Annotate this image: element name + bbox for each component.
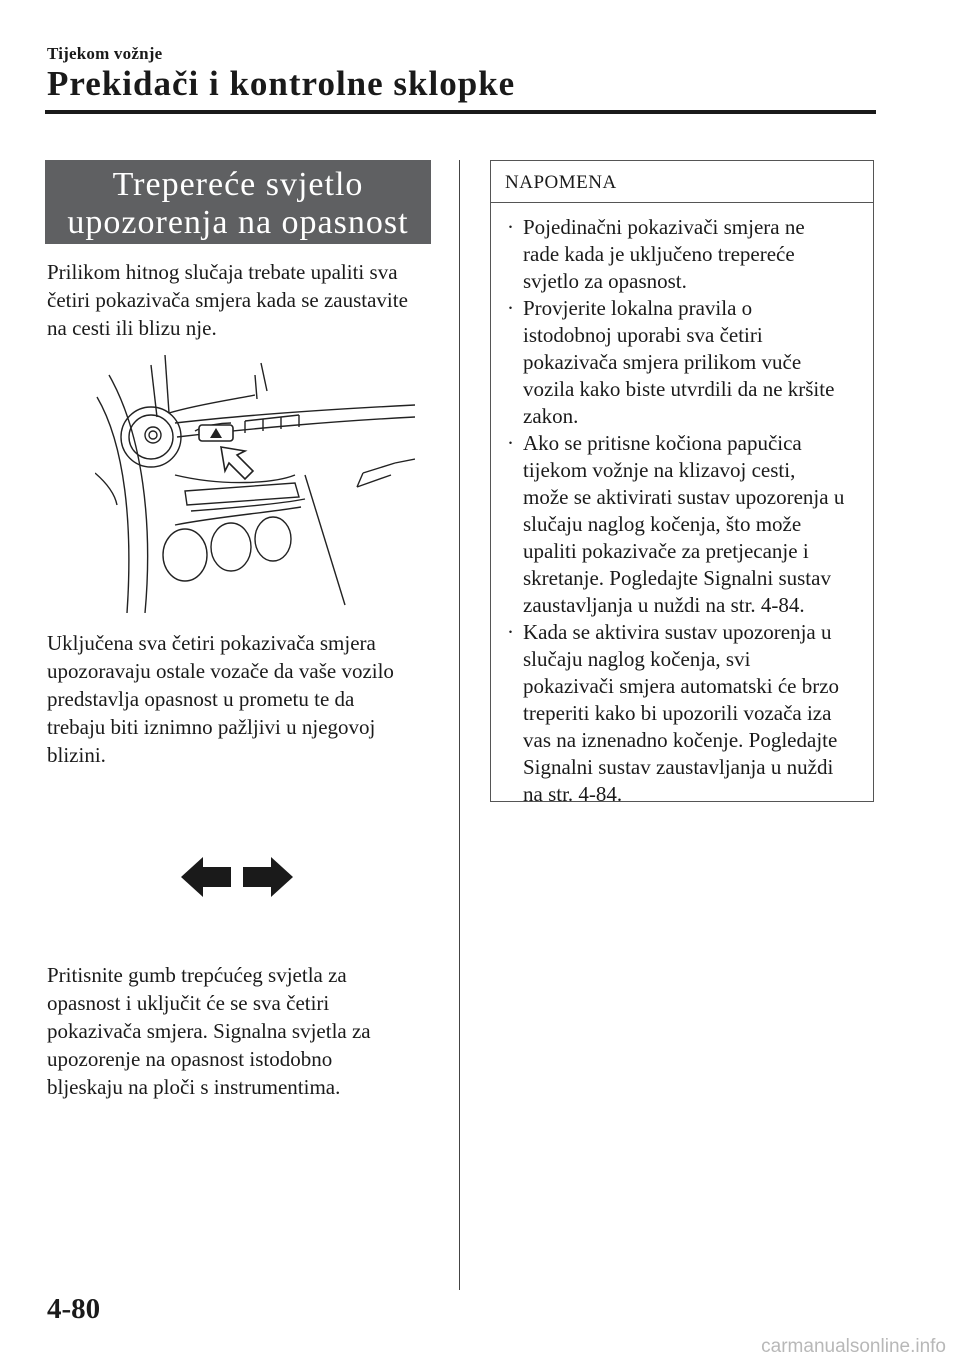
- bullet: ·: [507, 431, 514, 455]
- note-heading: NAPOMENA: [491, 161, 873, 203]
- text-line: trebaju biti iznimno pažljivi u njegovoj: [47, 715, 376, 739]
- note-item: [491, 430, 873, 619]
- warning-paragraph: [47, 629, 442, 769]
- text-line: Pritisnite gumb trepćućeg svjetla za: [47, 963, 347, 987]
- text-line: Uključena sva četiri pokazivača smjera: [47, 631, 376, 655]
- text-line: bljeskaju na ploči s instrumentima.: [47, 1075, 341, 1099]
- text-line: tijekom vožnje na klizavoj cesti,: [523, 458, 796, 482]
- header-divider: [45, 110, 876, 114]
- section-title-box: [45, 160, 431, 244]
- column-divider: [459, 160, 460, 1290]
- note-item: [491, 619, 873, 808]
- text-line: istodobnoj uporabi sva četiri: [523, 323, 763, 347]
- note-box: [490, 160, 874, 806]
- text-line: blizini.: [47, 743, 106, 767]
- text-line: opasnost i uključit će se sva četiri: [47, 991, 330, 1015]
- hazard-switch-illustration: [95, 355, 415, 613]
- watermark: carmanualsonline.info: [761, 1336, 946, 1357]
- text-line: Signalni sustav zaustavljanja u nuždi: [523, 755, 834, 779]
- text-line: rade kada je uključeno trepereće: [523, 242, 795, 266]
- page-number: 4-80: [47, 1293, 101, 1325]
- right-arrow-icon: [243, 857, 293, 897]
- note-item: [491, 295, 873, 430]
- text-line: pokazivači smjera automatski će brzo: [523, 674, 840, 698]
- text-line: slučaju naglog kočenja, svi: [523, 647, 751, 671]
- intro-paragraph: [47, 258, 442, 342]
- section-title-line2: upozorenja na opasnost: [67, 204, 409, 241]
- text-line: predstavlja opasnost u prometu te da: [47, 687, 355, 711]
- text-line: treperiti kako bi upozorili vozača iza: [523, 701, 832, 725]
- text-line: na cesti ili blizu nje.: [47, 316, 217, 340]
- text-line: svjetlo za opasnost.: [523, 269, 687, 293]
- left-arrow-icon: [181, 857, 231, 897]
- text-line: pokazivača smjera prilikom vuče: [523, 350, 802, 374]
- dashboard-line-art: [95, 355, 415, 613]
- page-title: Prekidači i kontrolne sklopke: [47, 64, 516, 103]
- text-line: skretanje. Pogledajte Signalni sustav: [523, 566, 831, 590]
- text-line: može se aktivirati sustav upozorenja u: [523, 485, 845, 509]
- text-line: zakon.: [523, 404, 579, 428]
- text-line: Prilikom hitnog slučaja trebate upaliti sva: [47, 260, 398, 284]
- text-line: Pojedinačni pokazivači smjera ne: [523, 215, 805, 239]
- text-line: vozila kako biste utvrdili da ne kršite: [523, 377, 835, 401]
- bullet: ·: [507, 215, 514, 239]
- text-line: Ako se pritisne kočiona papučica: [523, 431, 802, 455]
- bullet: ·: [507, 620, 514, 644]
- text-line: četiri pokazivača smjera kada se zaustavite: [47, 288, 408, 312]
- text-line: na str. 4-84.: [523, 782, 623, 806]
- note-item: [491, 214, 873, 295]
- text-line: upozoravaju ostale vozače da vaše vozilo: [47, 659, 394, 683]
- text-line: slučaju naglog kočenja, što može: [523, 512, 802, 536]
- text-line: upozorenje na opasnost istodobno: [47, 1047, 333, 1071]
- turn-signal-arrows-icon: [181, 857, 293, 897]
- text-line: Kada se aktivira sustav upozorenja u: [523, 620, 832, 644]
- bullet: ·: [507, 296, 514, 320]
- text-line: pokazivača smjera. Signalna svjetla za: [47, 1019, 371, 1043]
- text-line: Provjerite lokalna pravila o: [523, 296, 753, 320]
- pointer-arrow-graphic: [221, 447, 253, 479]
- note-list: [491, 203, 873, 808]
- section-label: Tijekom vožnje: [47, 44, 163, 63]
- text-line: vas na iznenadno kočenje. Pogledajte: [523, 728, 838, 752]
- instruction-paragraph: [47, 961, 442, 1101]
- text-line: zaustavljanja u nuždi na str. 4-84.: [523, 593, 805, 617]
- section-title-line1: Trepereće svjetlo: [112, 166, 364, 203]
- hazard-button-graphic: [199, 425, 233, 441]
- text-line: upaliti pokazivače za pretjecanje i: [523, 539, 809, 563]
